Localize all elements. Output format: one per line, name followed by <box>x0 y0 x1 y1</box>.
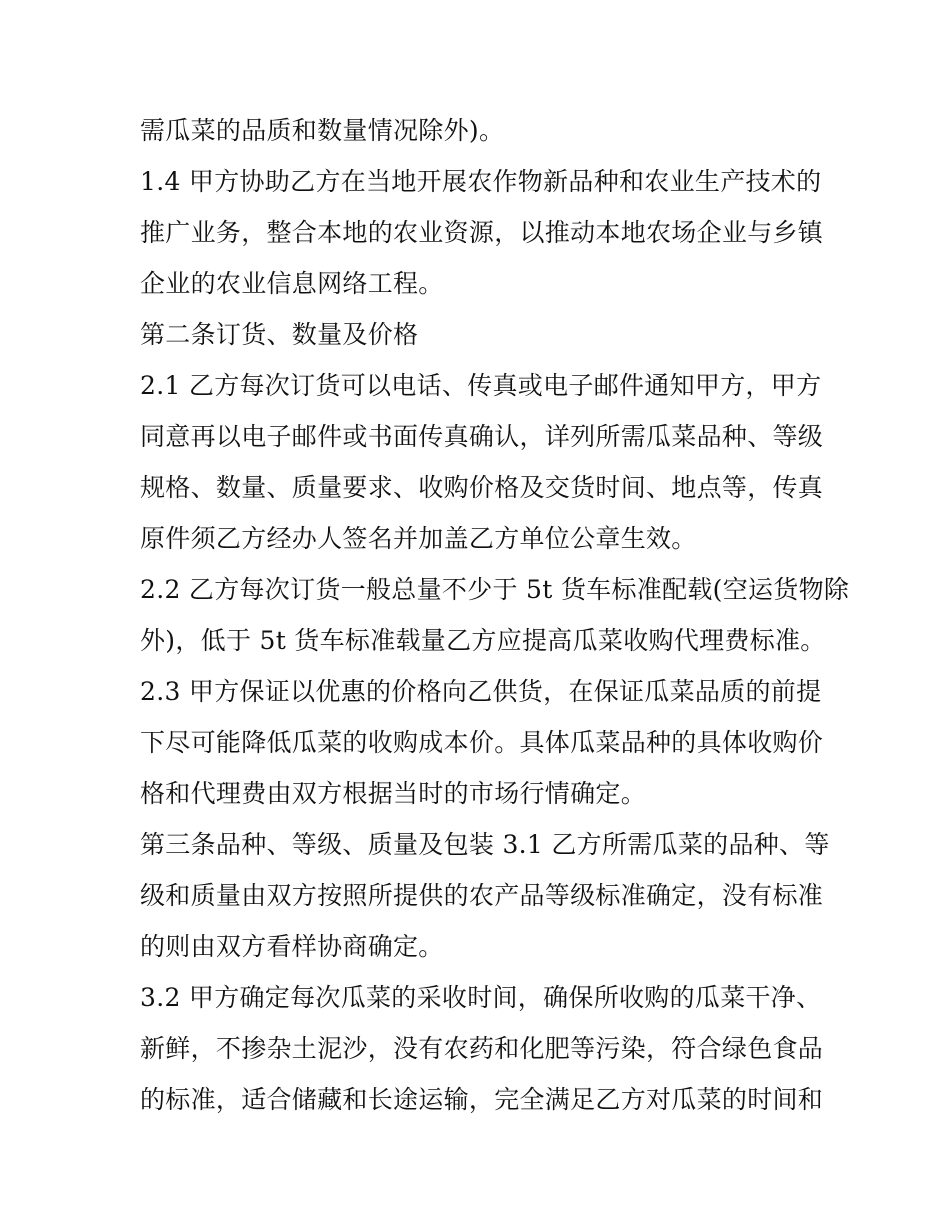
text-line: 推广业务，整合本地的农业资源，以推动本地农场企业与乡镇 <box>140 218 824 247</box>
text-line: 需瓜菜的品质和数量情况除外)。 <box>140 116 505 145</box>
section-heading: 第二条订货、数量及价格 <box>140 320 419 349</box>
text-line: 外)，低于 5t 货车标准载量乙方应提高瓜菜收购代理费标准。 <box>140 626 826 655</box>
section-heading: 第三条品种、等级、质量及包装 3.1 乙方所需瓜菜的品种、等 <box>140 830 830 859</box>
text-line: 企业的农业信息网络工程。 <box>140 269 444 298</box>
text-line: 新鲜，不掺杂土泥沙，没有农药和化肥等污染，符合绿色食品 <box>140 1034 824 1063</box>
text-line: 1.4 甲方协助乙方在当地开展农作物新品种和农业生产技术的 <box>140 167 822 196</box>
text-line: 2.2 乙方每次订货一般总量不少于 5t 货车标准配载(空运货物除 <box>140 575 850 604</box>
text-line: 原件须乙方经办人签名并加盖乙方单位公章生效。 <box>140 524 697 553</box>
text-line: 2.3 甲方保证以优惠的价格向乙供货，在保证瓜菜品质的前提 <box>140 677 822 706</box>
document-body <box>140 105 850 1125</box>
text-line: 格和代理费由双方根据当时的市场行情确定。 <box>140 779 647 808</box>
text-line: 3.2 甲方确定每次瓜菜的采收时间，确保所收购的瓜菜干净、 <box>140 983 822 1012</box>
text-line: 的标准，适合储藏和长途运输，完全满足乙方对瓜菜的时间和 <box>140 1085 824 1114</box>
text-line: 的则由双方看样协商确定。 <box>140 932 444 961</box>
text-line: 同意再以电子邮件或书面传真确认，详列所需瓜菜品种、等级 <box>140 422 824 451</box>
text-line: 下尽可能降低瓜菜的收购成本价。具体瓜菜品种的具体收购价 <box>140 728 824 757</box>
text-line: 级和质量由双方按照所提供的农产品等级标准确定，没有标准 <box>140 881 824 910</box>
text-line: 规格、数量、质量要求、收购价格及交货时间、地点等，传真 <box>140 473 824 502</box>
text-line: 2.1 乙方每次订货可以电话、传真或电子邮件通知甲方，甲方 <box>140 371 822 400</box>
